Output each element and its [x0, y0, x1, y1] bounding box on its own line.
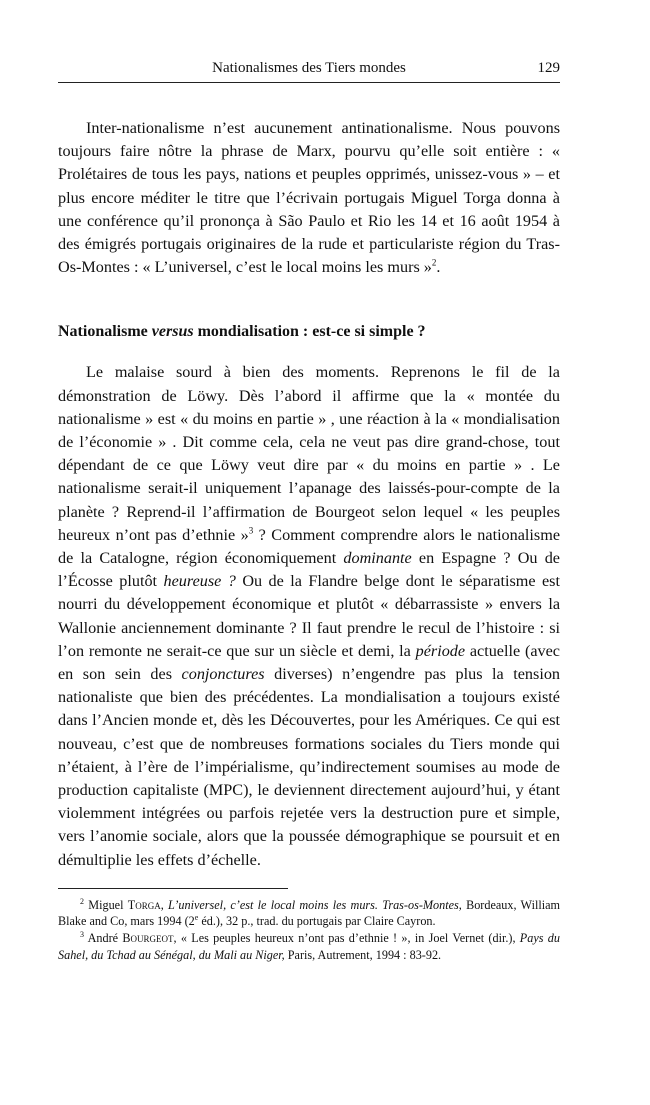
paragraph-text-6: diverses) n’engendre pas plus la tension nationaliste que bien des précédentes. La mondialisation a toujours existé dans l’Ancien monde et, dès les Découvertes, pour les Amériques. Ce qui est nouveau, c’est que de nombreuses formations sociales du Tiers monde qui n’étaient, à l’ère de l’impérialisme, qu’indirectement soumises au mode de production capitaliste (MPC), le deviennent directement aujourd’hui, y étant violemment intégrées ou parfois rejetée vers la destruction pure et simple, vers l’anomie sociale, alors que la poussée démographique se poursuit et en démultiplie les effets d’échelle.	[58, 665, 561, 869]
footnote-title: Pays du Sahel, du Tchad au Sénégal, du Mali au Niger,	[58, 931, 560, 962]
footnote-author: Torga	[127, 897, 161, 912]
footnote-ref-2[interactable]: 2	[431, 257, 437, 268]
section-heading	[58, 323, 560, 341]
heading-part-1: Nationalisme	[58, 323, 152, 341]
paragraph-mondialisation	[58, 361, 560, 871]
italic-heureuse: heureuse ?	[163, 572, 236, 591]
footnote-title: L’universel, c’est le local moins les murs. Tras-os-Montes,	[168, 897, 462, 912]
heading-part-2: mondialisation : est-ce si simple ?	[193, 323, 426, 341]
paragraph-text-4: Ou de la Flandre belge dont le séparatisme est nourri du développement économique et plutôt « débarrassiste » envers la Wallonie anciennement dominante ? Il faut prendre le recul de l’histoire : si l’on remonte ne serait-ce que sur un siècle et demi, la	[58, 572, 560, 660]
footnote-3	[58, 930, 560, 963]
running-header	[58, 56, 560, 83]
paragraph-text-3: en Espagne ? Ou de l’Écosse plutôt	[58, 549, 560, 591]
italic-periode: période	[415, 641, 466, 660]
footnote-text: Paris, Autrement, 1994 : 83-92.	[284, 947, 442, 962]
heading-italic: versus	[151, 323, 194, 341]
footnote-separator	[58, 888, 288, 889]
footnote-2	[58, 897, 560, 930]
footnote-text: , « Les peuples heureux n’ont pas d’ethnie ! », in Joel Vernet (dir.),	[173, 931, 520, 946]
italic-dominante: dominante	[343, 549, 412, 568]
footnote-text: André	[84, 931, 123, 946]
footnote-text: Miguel	[84, 897, 128, 912]
book-page	[58, 56, 560, 963]
paragraph-text-end: .	[436, 258, 441, 277]
running-title: Nationalismes des Tiers mondes	[212, 60, 406, 76]
footnote-superscript: e	[194, 913, 199, 923]
footnote-number: 3	[80, 930, 84, 940]
paragraph-text-1: Le malaise sourd à bien des moments. Reprenons le fil de la démonstration de Löwy. Dès l’abord il affirme que la « montée du nationalisme » est « du moins en partie » , une réaction à la « mondialisation de l’économie » . Dit comme cela, cela ne veut pas dire grand-chose, tout dépendant de ce que Löwy veut dire par « du moins en partie » . Le nationalisme serait-il uniquement l’apanage des laissés-pour-compte de la planète ? Reprend-il l’affirmation de Bourgeot selon lequel « les peuples heureux n’ont pas d’ethnie »	[58, 363, 560, 544]
paragraph-internationalism	[58, 117, 560, 279]
footnote-text: ,	[160, 897, 169, 912]
footnote-ref-3[interactable]: 3	[248, 525, 254, 536]
footnote-author: Bourgeot	[122, 931, 174, 946]
footnote-number: 2	[80, 896, 84, 906]
footnotes	[58, 897, 560, 963]
italic-conjonctures: conjonctures	[181, 665, 265, 684]
paragraph-text-5: actuelle (avec en son sein des	[58, 641, 560, 684]
paragraph-text: Inter-nationalisme n’est aucunement antinationalisme. Nous pouvons toujours faire nôtre la phrase de Marx, pourvu qu’elle soit entière : « Prolétaires de tous les pays, nations et peuples opprimés, unissez-vous » – et plus encore méditer le titre que l’écrivain portugais Miguel Torga donna à une conférence qu’il prononça à São Paulo et Rio les 14 et 16 août 1954 à des émigrés portugais originaires de la rude et particulariste région du Tras-Os-Montes : « L’universel, c’est le local moins les murs »	[58, 119, 560, 277]
paragraph-text-2: ? Comment comprendre alors le nationalisme de la Catalogne, région économiquement	[58, 525, 561, 568]
page-number: 129	[537, 60, 560, 76]
footnote-text: éd.), 32 p., trad. du portugais par Claire Cayron.	[198, 914, 436, 929]
footnote-text: Bordeaux, William Blake and Co, mars 1994 (2	[58, 897, 560, 929]
